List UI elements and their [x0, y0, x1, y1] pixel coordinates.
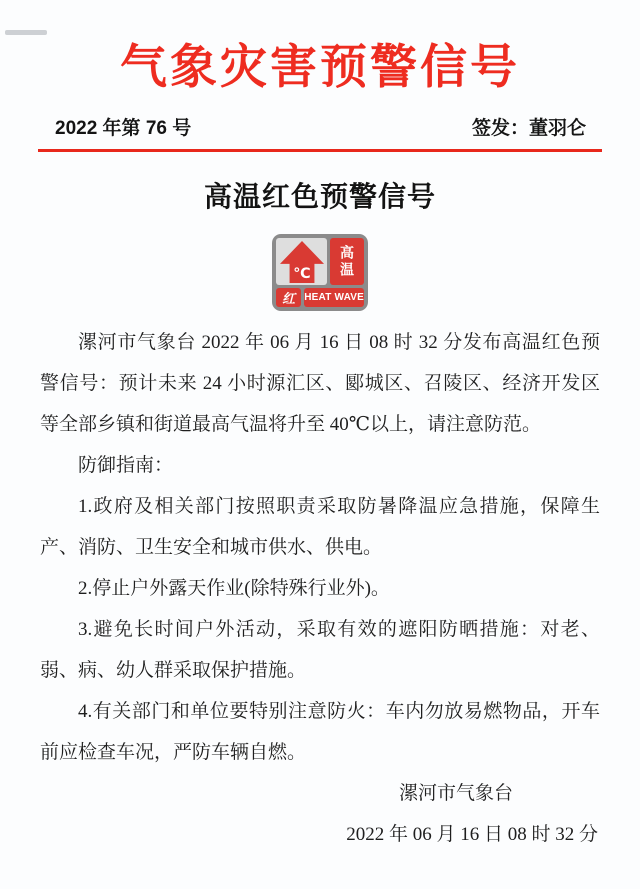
header-meta-row: [0, 113, 640, 140]
paragraph-guide-1: 1.政府及相关部门按照职责采取防暑降温应急措施，保障生产、消防、卫生安全和城市供水、供电。: [40, 496, 600, 558]
warning-bulletin-page: [0, 30, 640, 855]
bulletin-body: [0, 322, 640, 773]
page-title: 气象灾害预警信号: [120, 40, 520, 93]
warning-heading: 高温红色预警信号: [203, 181, 436, 212]
paragraph-announcement: 漯河市气象台 2022 年 06 月 16 日 08 时 32 分发布高温红色预警信号：预计未来 24 小时源汇区、郾城区、召陵区、经济开发区等全部乡镇和街道最高气温将升至 40℃以上，请注意防范。: [40, 332, 600, 435]
warning-icon-container: [0, 234, 640, 311]
signature-block: [0, 773, 640, 855]
paragraph-guide-2: 2.停止户外露天作业(除特殊行业外)。: [78, 578, 390, 599]
icon-level-label: 红: [276, 288, 301, 307]
paragraph-guide-3: 3.避免长时间户外活动，采取有效的遮阳防晒措施：对老、弱、病、幼人群采取保护措施。: [40, 619, 600, 681]
paragraph-guide-heading: 防御指南：: [78, 455, 174, 476]
temperature-arrow-icon: [276, 238, 327, 285]
icon-top-row: [276, 238, 364, 285]
icon-english-label: HEAT WAVE: [304, 288, 364, 307]
signature-agency: 漯河市气象台: [398, 783, 513, 804]
celsius-symbol: ℃: [292, 265, 311, 282]
signature-datetime: 2022 年 06 月 16 日 08 时 32 分: [346, 824, 598, 845]
issuer-signature: 签发：董羽仑: [471, 118, 586, 139]
paragraph-guide-4: 4.有关部门和单位要特别注意防火：车内勿放易燃物品，开车前应检查车况，严防车辆自燃。: [40, 701, 600, 763]
icon-type-label-vertical: 高温: [330, 238, 364, 285]
red-divider-rule: [38, 149, 602, 152]
heat-wave-red-alert-icon: [272, 234, 368, 311]
scan-edge-artifact: [5, 30, 47, 35]
issue-number: 2022 年第 76 号: [55, 118, 192, 139]
icon-bottom-row: [276, 288, 364, 307]
